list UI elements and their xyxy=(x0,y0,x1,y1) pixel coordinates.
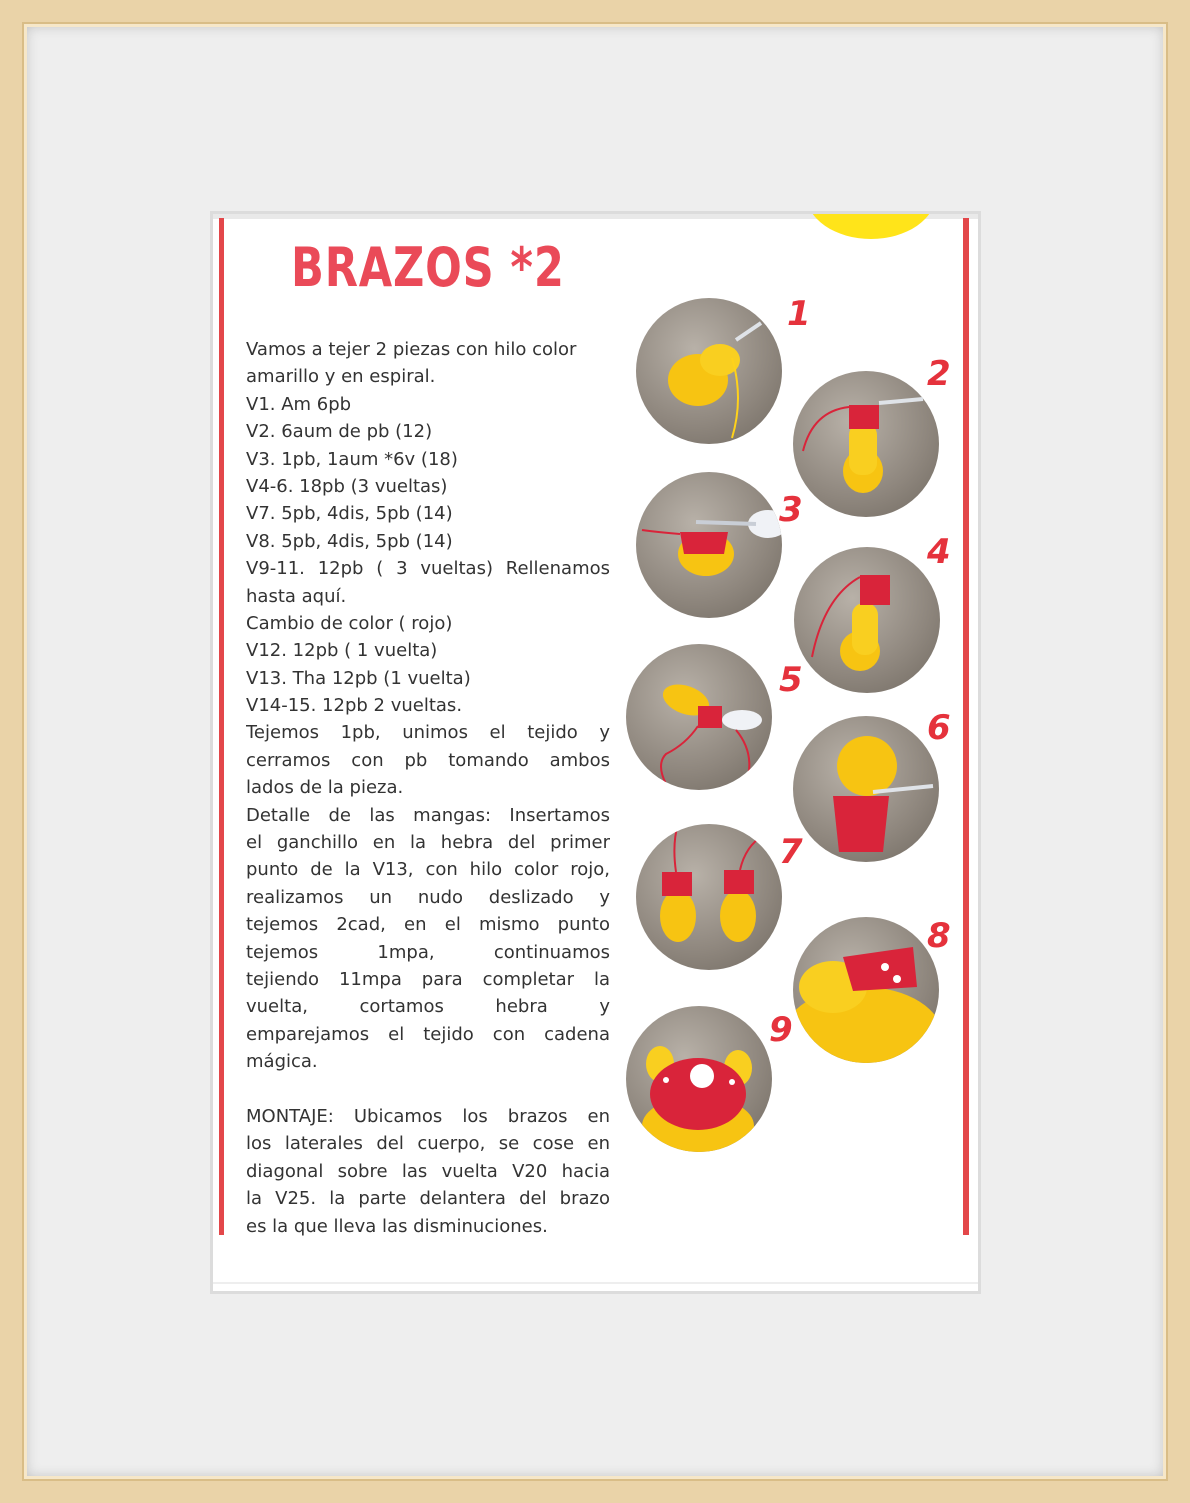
instruction-line: diagonal sobre las vuelta V20 hacia xyxy=(246,1160,610,1182)
instruction-line: la V25. la parte delantera del brazo xyxy=(246,1188,610,1210)
step-number-7: 7 xyxy=(779,832,803,872)
instruction-line: V2. 6aum de pb (12) xyxy=(246,421,433,443)
step-number-2: 2 xyxy=(927,354,951,394)
instruction-line: V1. Am 6pb xyxy=(246,393,352,415)
arm-red-sleeve-illustration xyxy=(794,547,940,693)
step-4-photo xyxy=(794,547,940,693)
instruction-line: mágica. xyxy=(246,1051,318,1073)
arm-lying-illustration xyxy=(626,644,772,790)
instruction-line: hasta aquí. xyxy=(246,585,347,607)
right-red-border xyxy=(963,218,969,1235)
instruction-line: emparejamos el tejido con cadena xyxy=(246,1023,610,1045)
step-5-photo xyxy=(626,644,772,790)
sleeve-detail-illustration xyxy=(793,716,939,862)
instruction-line: V14-15. 12pb 2 vueltas. xyxy=(246,695,463,717)
step-number-1: 1 xyxy=(787,294,811,334)
instruction-line: tejiendo 11mpa para completar la xyxy=(246,968,610,990)
instruction-line: amarillo y en espiral. xyxy=(246,366,436,388)
step-number-5: 5 xyxy=(779,660,803,700)
instruction-line: es la que lleva las disminuciones. xyxy=(246,1215,548,1237)
page-bottom-edge xyxy=(213,1282,978,1284)
step-number-4: 4 xyxy=(927,532,951,572)
arm-attached-body-illustration xyxy=(793,917,939,1063)
step-number-9: 9 xyxy=(769,1010,793,1050)
instruction-line: Cambio de color ( rojo) xyxy=(246,612,453,634)
instruction-line: tejemos 1mpa, continuamos xyxy=(246,941,610,963)
page-title: BRAZOS *2 xyxy=(291,236,565,299)
step-6-photo xyxy=(793,716,939,862)
step-7-photo xyxy=(636,824,782,970)
instruction-line: Detalle de las mangas: Insertamos xyxy=(246,804,610,826)
instructions-text xyxy=(246,336,610,1240)
pattern-page xyxy=(213,214,978,1291)
yellow-pod-illustration xyxy=(636,298,782,444)
instruction-line: los laterales del cuerpo, se cose en xyxy=(246,1133,610,1155)
instruction-line: tejemos 2cad, en el mismo punto xyxy=(246,914,610,936)
instruction-line: lados de la pieza. xyxy=(246,777,404,799)
step-3-photo xyxy=(636,472,782,618)
step-1-photo xyxy=(636,298,782,444)
instruction-line: V9-11. 12pb ( 3 vueltas) Rellenamos xyxy=(246,558,610,580)
instruction-blank-line xyxy=(246,1076,610,1103)
instruction-line: V4-6. 18pb (3 vueltas) xyxy=(246,475,448,497)
instruction-line: V13. Tha 12pb (1 vuelta) xyxy=(246,667,471,689)
step-number-8: 8 xyxy=(927,916,951,956)
yellow-circle-decoration xyxy=(806,214,936,239)
arm-with-red-band-illustration xyxy=(793,371,939,517)
instruction-line: realizamos un nudo deslizado y xyxy=(246,886,610,908)
step-2-photo xyxy=(793,371,939,517)
step-number-3: 3 xyxy=(779,490,803,530)
step-8-photo xyxy=(793,917,939,1063)
step-number-6: 6 xyxy=(927,708,951,748)
instruction-line: V12. 12pb ( 1 vuelta) xyxy=(246,640,438,662)
instruction-line: vuelta, cortamos hebra y xyxy=(246,996,610,1018)
left-red-border xyxy=(219,218,224,1235)
instruction-line: V7. 5pb, 4dis, 5pb (14) xyxy=(246,503,453,525)
step-9-photo xyxy=(626,1006,772,1152)
instruction-line: MONTAJE: Ubicamos los brazos en xyxy=(246,1105,610,1127)
instruction-line: V8. 5pb, 4dis, 5pb (14) xyxy=(246,530,453,552)
instruction-line: V3. 1pb, 1aum *6v (18) xyxy=(246,448,458,470)
top-view-body-illustration xyxy=(626,1006,772,1152)
instruction-line: Tejemos 1pb, unimos el tejido y xyxy=(246,722,610,744)
two-arms-illustration xyxy=(636,824,782,970)
instruction-line: Vamos a tejer 2 piezas con hilo color xyxy=(246,339,577,360)
instruction-line: el ganchillo en la hebra del primer xyxy=(246,832,610,854)
crocheting-red-top-illustration xyxy=(636,472,782,618)
instruction-line: punto de la V13, con hilo color rojo, xyxy=(246,859,610,881)
instruction-line: cerramos con pb tomando ambos xyxy=(246,749,610,771)
